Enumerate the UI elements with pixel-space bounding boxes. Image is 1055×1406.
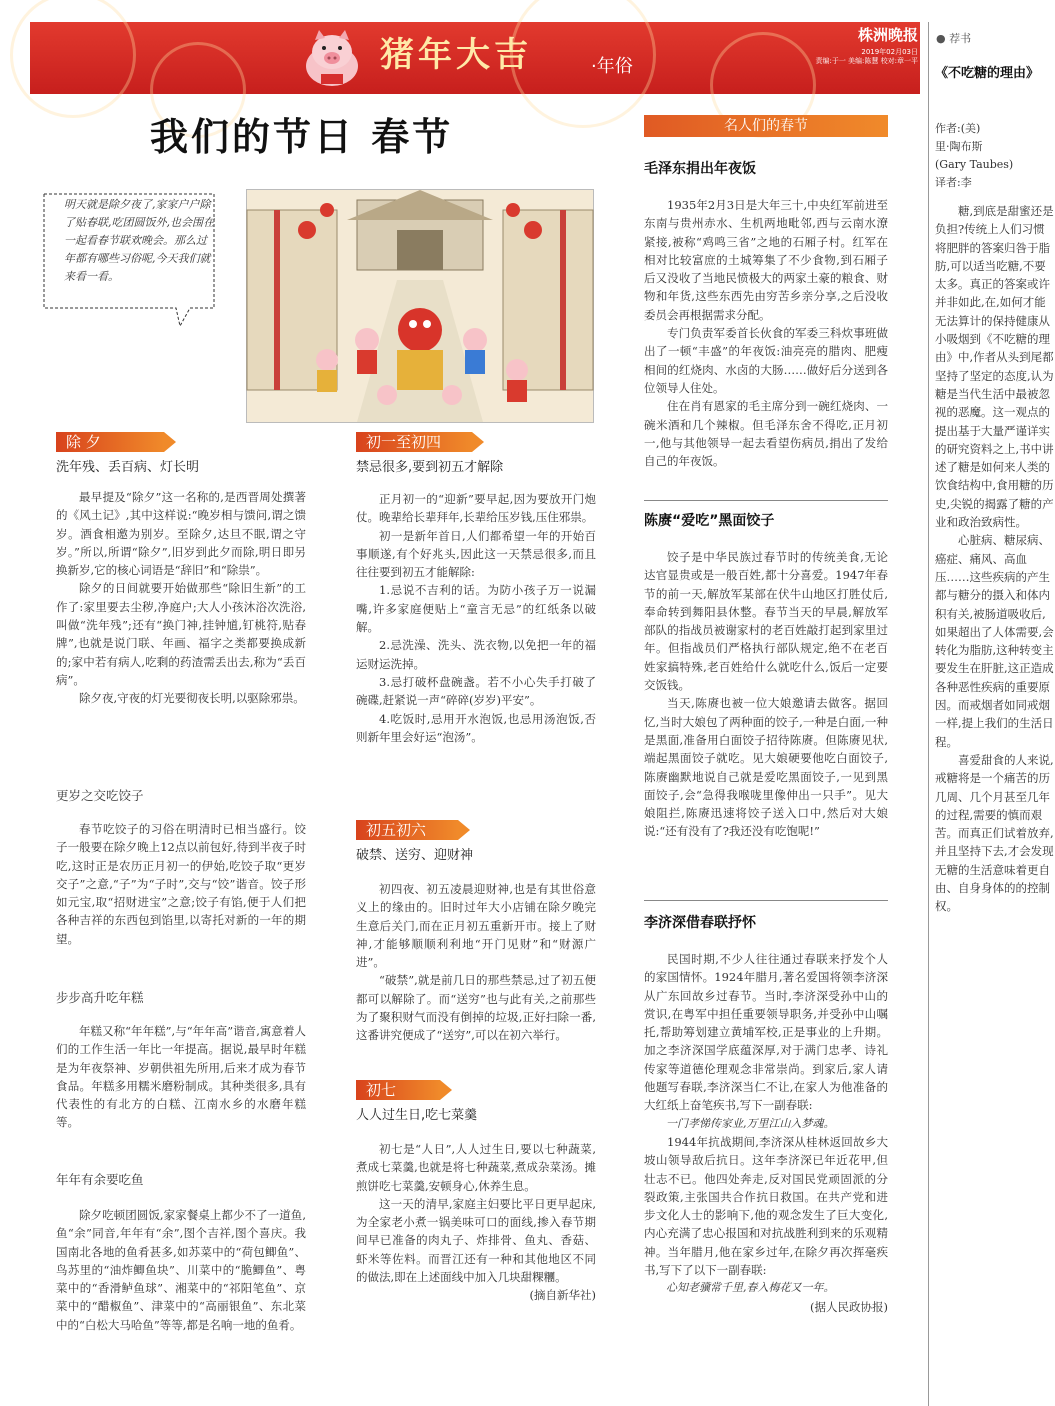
- article-title-mao: 毛泽东捐出年夜饭: [644, 161, 756, 177]
- paragraph: 年糕又称“年年糕”,与“年年高”谐音,寓意着人们的工作生活一年比一年提高。据说,最早时年糕是为年夜祭神、岁朝供祖先所用,后来才成为春节食品。年糕多用糯米磨粉制成。其种类很多,具有代表性的有北方的白糕、江南水乡的水磨年糕等。: [56, 1024, 306, 1130]
- section-label-chuxi: 除 夕: [56, 432, 164, 452]
- paragraph: 当天,陈赓也被一位大娘邀请去做客。据回忆,当时大娘包了两种面的饺子,一种是白面,一种是黑面,准备用白面饺子招待陈赓。但陈赓见状,端起黑面饺子就吃。见大娘硬要他吃白面饺子,陈赓幽默地说自己就是爱吃黑面饺子,一见到黑面饺子,会“急得我喉咙里像伸出一只手”。见大娘阻拦,陈赓迅速将饺子送入口中,然后对大娘说:“还有没有了?我还没有吃饱呢!”: [644, 696, 888, 839]
- paragraph: 4.吃饭时,忌用开水泡饭,也忌用汤泡饭,否则新年里会好运“泡汤”。: [356, 711, 596, 744]
- section-sub-chuxi: 洗年残、丢百病、灯长明: [56, 460, 200, 475]
- book-tag: ● 荐书: [936, 32, 972, 45]
- paragraph: 最早提及“除夕”这一名称的,是西晋周处撰著的《风土记》,其中这样说:“晚岁相与馈问,谓之馈岁。酒食相邀为别岁。至除夕,达旦不眠,谓之守岁。”所以,所谓“除夕”,旧岁到此夕而除,明日即另换新岁,它的核心词语是“辞旧”和“除祟”。: [56, 490, 306, 578]
- paragraph: 这一天的清早,家庭主妇要比平日更早起床,为全家老小煮一锅美味可口的面线,掺入春节期间早已准备的肉丸子、炸排骨、鱼丸、香菇、虾米等佐料。而晋江还有一种和其他地区不同的做法,即在上述面线中加入几块甜粿糰。: [356, 1196, 596, 1285]
- section-label-chuwu: 初五初六: [356, 820, 458, 840]
- book-review-body: [935, 202, 1055, 916]
- book-review-column: [928, 22, 1054, 1406]
- meta-line: 里·陶布斯: [935, 140, 983, 153]
- paragraph: 除夕夜,守夜的灯光要彻夜长明,以驱除邪祟。: [79, 691, 305, 706]
- editor-credits: 责编:于一 美编:陈慧 校对:章一平: [815, 57, 918, 65]
- paragraph: 专门负责军委首长伙食的军委三科炊事班做出了一顿“丰盛”的年夜饭:油亮亮的腊肉、肥瘦相间的红烧肉、水卤的大肠……做好后分送到各位领导人住处。: [644, 326, 888, 395]
- book-tag-label: 荐书: [949, 32, 972, 45]
- section-body-niangao: [56, 1022, 306, 1132]
- paragraph: 初四夜、初五凌晨迎财神,也是有其世俗意义上的缘由的。旧时过年大小店铺在除夕晚完生意后关门,而在正月初五重新开市。接上了财神,才能够顺顺利利地“开门见财”和“财源广进”。: [356, 882, 596, 970]
- article-title-lijishen: 李济深借春联抒怀: [644, 915, 756, 931]
- article-title-chengeng: 陈赓“爱吃”黑面饺子: [644, 513, 775, 529]
- section-body-chuyi: [356, 490, 596, 746]
- article-body-chengeng: [644, 548, 888, 841]
- paragraph: 心脏病、糖尿病、癌症、痛风、高血压……这些疾病的产生都与糖分的摄入和体内积有关,被肠道吸收后,如果超出了人体需要,会转化为脂肪,这种转变主要发生在肝脏,这正造成各种恶性疾病的重要原因。而戒烟者如同戒烟一样,提上我们的生活日程。: [935, 533, 1054, 749]
- section-sub-chuqi: 人人过生日,吃七菜羹: [356, 1108, 478, 1123]
- paragraph: 1.忌说不吉利的话。为防小孩子万一说漏嘴,许多家庭便贴上“童言无忌”的红纸条以破解。: [356, 583, 596, 635]
- meta-line: (Gary Taubes): [935, 158, 1014, 171]
- paragraph: 春节吃饺子的习俗在明清时已相当盛行。饺子一般要在除夕晚上12点以前包好,待到半夜子时吃,这时正是农历正月初一的伊始,吃饺子取“更岁交子”之意,“子”为“子时”,交与“饺”谐音。饺子形如元宝,取“招财进宝”之意;饺子有馅,便于人们把各种吉祥的东西包到馅里,以寄托对新的一年的期望。: [56, 822, 306, 946]
- section-body-fish: [56, 1206, 306, 1334]
- paragraph: 3.忌打破杯盘碗盏。若不小心失手打破了碗碟,赶紧说一声“碎碎(岁岁)平安”。: [356, 674, 596, 708]
- celebs-header: 名人们的春节: [644, 115, 888, 137]
- source-credit: (据人民政协报): [810, 1299, 888, 1314]
- paragraph: 喜爱甜食的人来说,戒糖将是一个痛苦的历几周、几个月甚至几年的过程,需要的慎而艰苦。而真正们试着放弃,并且坚持下去,才会发现无糖的生活意味着更自由、自身身体的的控制权。: [935, 752, 1054, 914]
- section-sub-chuyi: 禁忌很多,要到初五才解除: [356, 460, 504, 475]
- article-body-mao: [644, 196, 888, 470]
- section-sub-chuwu: 破禁、送穷、迎财神: [356, 848, 474, 863]
- paragraph: 民国时期,不少人往往通过春联来抒发个人的家国情怀。1924年腊月,著名爱国将领李济深从广东回故乡过春节。当时,李济深受孙中山的赏识,在粤军中担任重要领导职务,并受孙中山嘱托,帮助筹划建立黄埔军校,正是事业的上升期。加之李济深国学底蕴深厚,对于满门忠孝、诗礼传家等道德伦理观念非常崇尚。到家后,家人请他题写春联,李济深当仁不让,在家人为他准备的大红纸上奋笔疾书,写下一副春联:: [644, 952, 888, 1113]
- page-title: 我们的节日 春节: [150, 114, 454, 159]
- book-meta: [935, 120, 1055, 192]
- source-credit: (摘自新华社): [529, 1288, 596, 1303]
- banner-subtitle: ·年俗: [591, 56, 633, 77]
- paragraph: 初七是“人日”,人人过生日,要以七种蔬菜,煮成七菜羹,也就是将七种蔬菜,煮成杂菜汤。摊煎饼吃七菜羹,安顿身心,休养生息。: [356, 1142, 596, 1193]
- couplet-2: 心知老骥常千里,春入梅花又一年。: [666, 1281, 835, 1295]
- section-label-chuyi: 初一至初四: [356, 432, 472, 452]
- section-body-chuwu: [356, 880, 596, 1045]
- subhead-fish: 年年有余要吃鱼: [56, 1172, 144, 1187]
- paragraph: 住在肖有恩家的毛主席分到一碗红烧肉、一碗米酒和几个辣椒。但毛泽东舍不得吃,正月初一,他与其他领导一起去看望伤病员,捐出了发给自己的年夜饭。: [644, 399, 888, 469]
- article-separator: [644, 500, 888, 501]
- newspaper-name: 株洲晚报: [857, 26, 918, 44]
- banner-title: 猪年大吉: [380, 35, 532, 75]
- paragraph: 糖,到底是甜蜜还是负担?传统上人们习惯将肥胖的答案归咎于脂肪,可以适当吃糖,不要太多。真正的答案或许并非如此,在,如何才能无法算计的保持健康从小吸烟到《不吃糖的理由》中,作者从头到尾都坚持了坚定的态度,认为糖是当代生活中最被忽视的恶魔。这一观点的提出基于大量严谨详实的研究资料之上,书中讲述了糖是如何来人类的饮食结构中,食用糖的历史,尖锐的揭露了糖的产业和政治致病性。: [935, 204, 1054, 530]
- paragraph: 2.忌洗澡、洗头、洗衣物,以免把一年的福运财运洗掉。: [356, 638, 596, 671]
- couplet-1: 一门孝悌传家业,万里江山入梦魂。: [666, 1116, 835, 1130]
- subhead-dumplings: 更岁之交吃饺子: [56, 788, 144, 803]
- paragraph: 1935年2月3日是大年三十,中央红军前进至东南与贵州赤水、生机两地毗邻,西与云南水潦紧接,被称“鸡鸣三省”之地的石厢子村。红军在相对比较富庶的土城筹集了不少食物,到石厢子后又没收了当地民愤极大的两家土豪的粮食、财物和年货,这些东西先由穷苦乡亲分享,之后没收委员会再根据需求分配。: [644, 198, 888, 322]
- section-label-chuqi: 初七: [356, 1080, 440, 1100]
- paragraph: 正月初一的“迎新”要早起,因为要放开门炮仗。晚辈给长辈拜年,长辈给压岁钱,压住邪祟。: [356, 492, 596, 525]
- meta-line: 作者:(美): [935, 122, 981, 135]
- paragraph: 饺子是中华民族过春节时的传统美食,无论达官显贵或是一般百姓,都十分喜爱。1947年春节的前一天,解放军某部在伏牛山地区打胜仗后,奉命转到舞阳县休整。春节当天的早晨,解放军部队的指战员被谢家村的老百姓敲打起到家里过年。但指战员们严格执行部队规定,绝不在老百姓家搞特殊,老百姓给什么就吃什么,饭后一定要交饭钱。: [644, 550, 888, 693]
- issue-date: 2019年02月03日: [861, 48, 918, 56]
- banner-date-line: [812, 48, 918, 66]
- intro-text: 明天就是除夕夜了,家家户户除了贴春联,吃团圆饭外,也会围在一起看春节联欢晚会。那么过年都有哪些习俗呢,今天我们就来看一看。: [64, 198, 214, 283]
- meta-line: 译者:李: [935, 176, 972, 189]
- festival-illustration: [246, 189, 594, 423]
- section-body-dumplings: [56, 820, 306, 948]
- section-body-chuxi: [56, 488, 306, 708]
- paragraph: 1944年抗战期间,李济深从桂林返回故乡大坡山领导敌后抗日。这年李济深已年近花甲,但壮志不已。他四处奔走,反对国民党顽固派的分裂政策,主张国共合作抗日救国。在共产党和进步文化人士的影响下,他的观念发生了巨大变化,内心充满了忠心报国和对抗战胜利到来的乐观精神。当年腊月,他在家乡过年,在除夕再次挥毫疾书,写下了以下一副春联:: [644, 1134, 888, 1278]
- pig-mascot-icon: [297, 30, 367, 88]
- paragraph: 除夕的日间就要开始做那些“除旧生新”的工作了:家里要去尘秽,净庭户;大人小孩沐浴次洗浴,叫做“洗年残”;还有“换门神,挂钟馗,钉桃符,贴春牌”,也就是说门联、年画、福字之类都要换成新的;家中若有病人,吃剩的药渣需丢出去,称为“丢百病”。: [56, 581, 306, 687]
- article-separator: [644, 900, 888, 901]
- paragraph: “破禁”,就是前几日的那些禁忌,过了初五便都可以解除了。而“送穷”也与此有关,之前那些为了聚积财气而没有倒掉的垃圾,正好扫除一番,这番讲究便成了“送穷”,可以在初六举行。: [356, 973, 596, 1043]
- book-title: 《不吃糖的理由》: [935, 66, 1040, 81]
- paragraph: 初一是新年首日,人们都希望一年的开始百事顺遂,有个好兆头,因此这一天禁忌很多,而且往往要到初五才能解除:: [356, 528, 596, 580]
- section-body-chuqi: [356, 1140, 596, 1305]
- paragraph: 除夕吃顿团圆饭,家家餐桌上都少不了一道鱼,鱼“余”同音,年年有“余”,图个吉祥,图个喜庆。我国南北各地的鱼肴甚多,如苏菜中的“荷包鲫鱼”、鸟苏里的“油炸鲫鱼块”、川菜中的“脆鲫鱼”、粤菜中的“香滑鲈鱼球”、湘菜中的“祁阳笔鱼”、京菜中的“醋椒鱼”、津菜中的“高丽银鱼”、东北菜中的“白松大马哈鱼”等等,都是名响一地的鱼肴。: [56, 1208, 306, 1332]
- subhead-niangao: 步步高升吃年糕: [56, 990, 144, 1005]
- article-body-lijishen: [644, 950, 888, 1316]
